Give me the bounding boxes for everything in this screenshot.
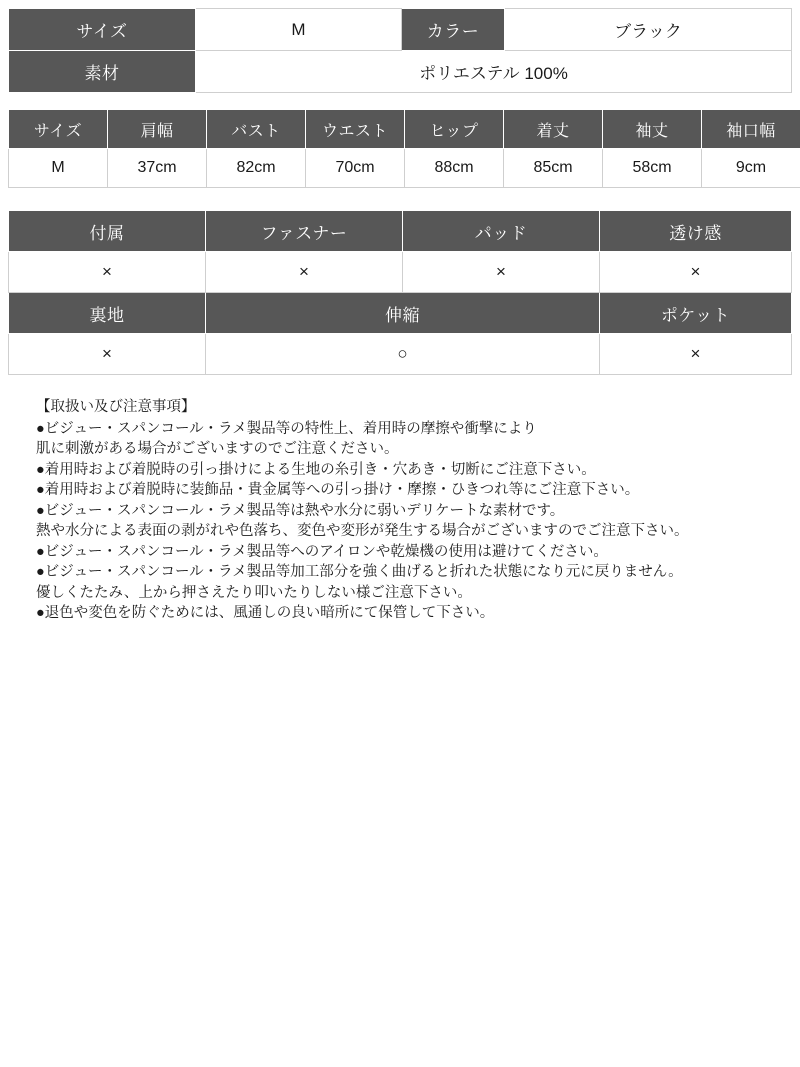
detail-value-stretch: ○	[206, 334, 600, 375]
size-value-7: 9cm	[702, 149, 800, 188]
care-note-line-3: ●着用時および着脱時に装飾品・貴金属等への引っ掛け・摩擦・ひきつれ等にご注意下さい。	[36, 482, 640, 498]
basic-color-value: ブラック	[505, 9, 792, 51]
care-note-line-0: ●ビジュー・スパンコール・ラメ製品等の特性上、着用時の摩擦や衝撃により	[36, 420, 537, 437]
table-row	[9, 334, 792, 375]
basic-size-value: M	[196, 9, 402, 51]
table-row	[9, 51, 792, 93]
care-note-line-2: ●着用時および着脱時の引っ掛けによる生地の糸引き・穴あき・切断にご注意下さい。	[36, 461, 596, 478]
size-col-header-6: 袖丈	[603, 110, 702, 149]
measurement-table	[8, 109, 800, 188]
size-value-2: 82cm	[207, 149, 306, 188]
care-note-line-5: 熱や水分による表面の剥がれや色落ち、変色や変形が発生する場合がございますのでご注意下さい。	[36, 523, 689, 539]
detail-value-attachment: ×	[9, 252, 206, 293]
basic-material-value: ポリエステル 100%	[196, 51, 792, 93]
detail-header-lining: 裏地	[9, 293, 206, 334]
care-note-line-4: ●ビジュー・スパンコール・ラメ製品等は熱や水分に弱いデリケートな素材です。	[36, 502, 565, 519]
size-col-header-2: バスト	[207, 110, 306, 149]
size-col-header-5: 着丈	[504, 110, 603, 149]
detail-header-sheerness: 透け感	[600, 211, 792, 252]
size-value-4: 88cm	[405, 149, 504, 188]
size-value-5: 85cm	[504, 149, 603, 188]
detail-value-pocket: ×	[600, 334, 792, 375]
care-note-line-8: 優しくたたみ、上から押さえたり叩いたりしない様ご注意下さい。	[36, 584, 472, 601]
table-row	[9, 149, 800, 188]
detail-header-stretch: 伸縮	[206, 293, 600, 334]
size-value-3: 70cm	[306, 149, 405, 188]
table-row	[9, 252, 792, 293]
size-col-header-1: 肩幅	[108, 110, 207, 149]
size-value-0: M	[9, 149, 108, 188]
basic-material-label: 素材	[9, 51, 196, 93]
detail-header-zipper: ファスナー	[206, 211, 403, 252]
detail-value-zipper: ×	[206, 252, 403, 293]
table-header-row	[9, 211, 792, 252]
care-note-line-1: 肌に刺激がある場合がございますのでご注意ください。	[36, 441, 399, 457]
detail-header-pocket: ポケット	[600, 293, 792, 334]
detail-value-sheerness: ×	[600, 252, 792, 293]
care-notes	[8, 397, 792, 624]
size-col-header-0: サイズ	[9, 110, 108, 149]
detail-value-pad: ×	[403, 252, 600, 293]
table-header-row	[9, 293, 792, 334]
care-note-line-7: ●ビジュー・スパンコール・ラメ製品等加工部分を強く曲げると折れた状態になり元に戻りません。	[36, 564, 683, 580]
basic-info-table	[8, 8, 792, 93]
table-row	[9, 9, 792, 51]
detail-table	[8, 210, 792, 375]
table-header-row	[9, 110, 800, 149]
care-note-line-6: ●ビジュー・スパンコール・ラメ製品等へのアイロンや乾燥機の使用は避けてください。	[36, 543, 608, 560]
care-notes-title: 【取扱い及び注意事項】	[36, 399, 196, 415]
detail-value-lining: ×	[9, 334, 206, 375]
size-col-header-4: ヒップ	[405, 110, 504, 149]
size-value-1: 37cm	[108, 149, 207, 188]
detail-header-pad: パッド	[403, 211, 600, 252]
detail-header-attachment: 付属	[9, 211, 206, 252]
basic-size-label: サイズ	[9, 9, 196, 51]
size-col-header-7: 袖口幅	[702, 110, 800, 149]
size-col-header-3: ウエスト	[306, 110, 405, 149]
size-value-6: 58cm	[603, 149, 702, 188]
basic-color-label: カラー	[402, 9, 505, 51]
care-note-line-9: ●退色や変色を防ぐためには、風通しの良い暗所にて保管して下さい。	[36, 605, 495, 621]
